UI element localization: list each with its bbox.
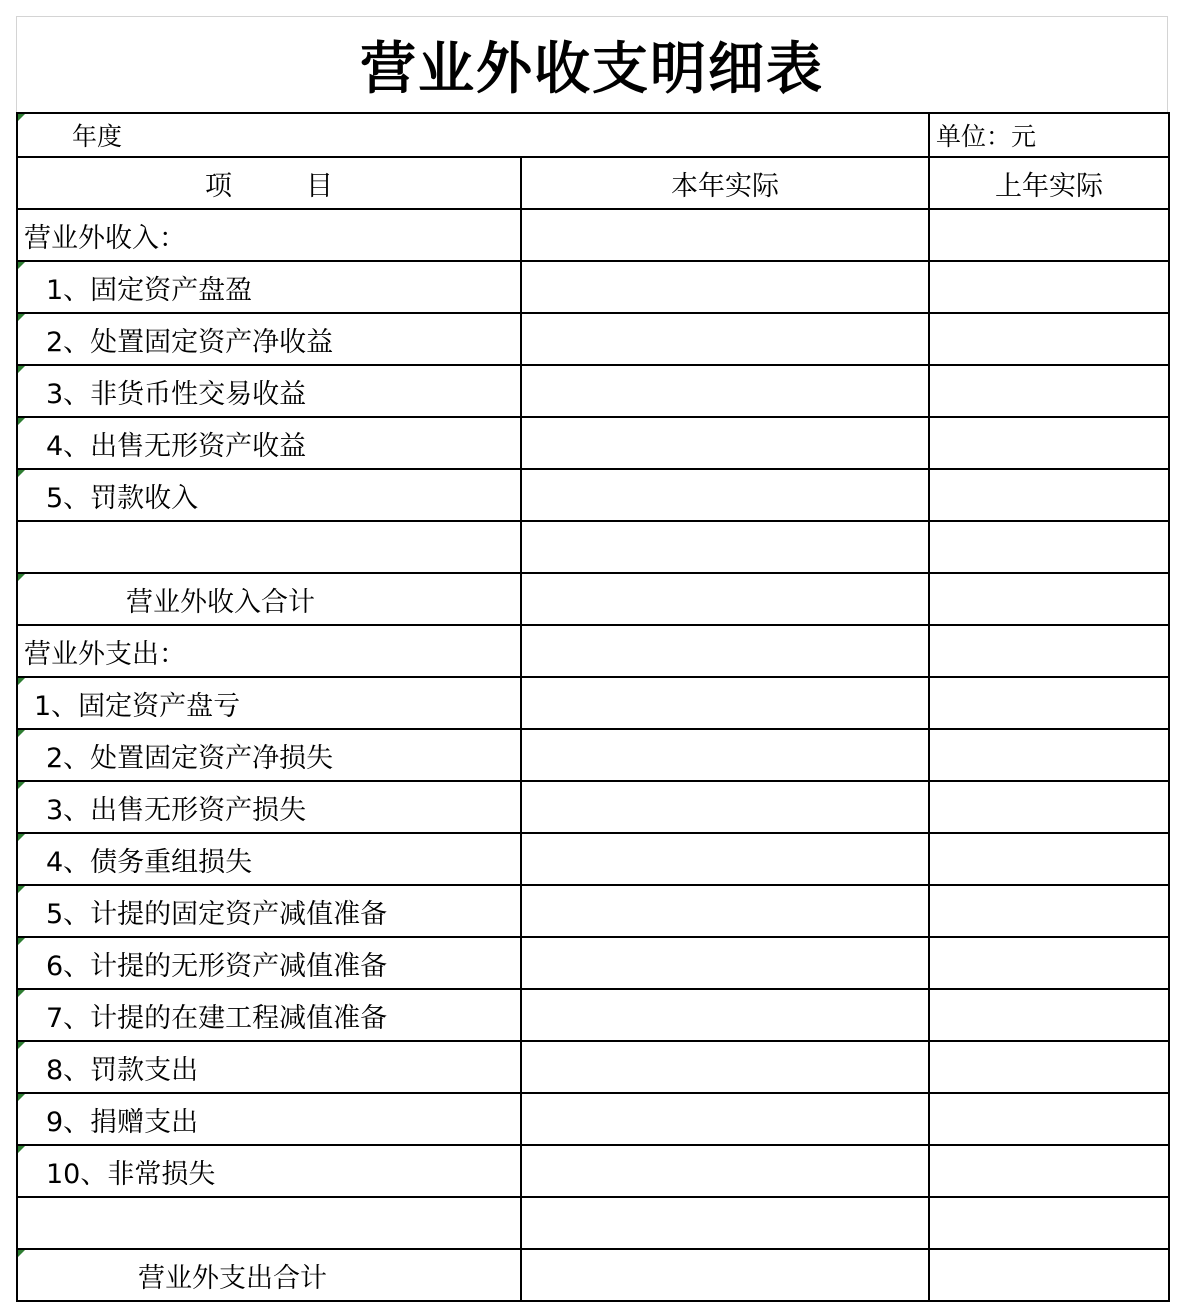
last-year-value-cell[interactable] <box>929 521 1169 573</box>
last-year-value-cell[interactable] <box>929 417 1169 469</box>
current-year-value-cell[interactable] <box>521 1249 929 1301</box>
meta-row <box>17 113 1169 157</box>
last-year-value-cell[interactable] <box>929 313 1169 365</box>
table-row <box>17 313 1169 365</box>
header-current-year-cell[interactable]: 本年实际 <box>521 157 929 209</box>
current-year-value-cell[interactable] <box>521 365 929 417</box>
current-year-value-cell[interactable] <box>521 885 929 937</box>
table-row <box>17 1197 1169 1249</box>
current-year-value-cell[interactable] <box>521 1145 929 1197</box>
item-label-cell[interactable]: 1、固定资产盘亏 <box>17 677 521 729</box>
item-label-cell[interactable]: 营业外收入： <box>17 209 521 261</box>
last-year-value-cell[interactable] <box>929 729 1169 781</box>
last-year-value-cell[interactable] <box>929 365 1169 417</box>
item-label-cell[interactable]: 5、罚款收入 <box>17 469 521 521</box>
detail-table <box>16 112 1170 1302</box>
current-year-value-cell[interactable] <box>521 209 929 261</box>
item-label-cell[interactable]: 7、计提的在建工程减值准备 <box>17 989 521 1041</box>
last-year-value-cell[interactable] <box>929 1093 1169 1145</box>
sheet-title[interactable]: 营业外收支明细表 <box>16 16 1168 112</box>
item-label-cell[interactable]: 4、出售无形资产收益 <box>17 417 521 469</box>
current-year-value-cell[interactable] <box>521 573 929 625</box>
current-year-value-cell[interactable] <box>521 261 929 313</box>
current-year-value-cell[interactable] <box>521 521 929 573</box>
item-label-cell[interactable]: 营业外收入合计 <box>17 573 521 625</box>
table-row <box>17 677 1169 729</box>
table-row <box>17 729 1169 781</box>
last-year-value-cell[interactable] <box>929 989 1169 1041</box>
item-label-cell[interactable]: 营业外支出： <box>17 625 521 677</box>
last-year-value-cell[interactable] <box>929 1249 1169 1301</box>
item-label-cell[interactable]: 3、非货币性交易收益 <box>17 365 521 417</box>
table-row <box>17 989 1169 1041</box>
table-row <box>17 573 1169 625</box>
current-year-value-cell[interactable] <box>521 469 929 521</box>
item-label-cell[interactable]: 3、出售无形资产损失 <box>17 781 521 833</box>
last-year-value-cell[interactable] <box>929 209 1169 261</box>
current-year-value-cell[interactable] <box>521 781 929 833</box>
last-year-value-cell[interactable] <box>929 469 1169 521</box>
table-row <box>17 885 1169 937</box>
last-year-value-cell[interactable] <box>929 677 1169 729</box>
current-year-value-cell[interactable] <box>521 989 929 1041</box>
header-item-cell[interactable] <box>17 157 521 209</box>
item-label-cell[interactable]: 2、处置固定资产净收益 <box>17 313 521 365</box>
item-label-cell[interactable]: 6、计提的无形资产减值准备 <box>17 937 521 989</box>
last-year-value-cell[interactable] <box>929 833 1169 885</box>
last-year-value-cell[interactable] <box>929 625 1169 677</box>
item-label-cell[interactable]: 4、债务重组损失 <box>17 833 521 885</box>
table-row <box>17 1249 1169 1301</box>
last-year-value-cell[interactable] <box>929 261 1169 313</box>
table-row <box>17 1093 1169 1145</box>
current-year-value-cell[interactable] <box>521 625 929 677</box>
year-cell[interactable]: 年度 <box>17 113 929 157</box>
header-item-a: 项 <box>205 170 232 202</box>
last-year-value-cell[interactable] <box>929 781 1169 833</box>
current-year-value-cell[interactable] <box>521 833 929 885</box>
item-label-cell[interactable]: 1、固定资产盘盈 <box>17 261 521 313</box>
table-row <box>17 469 1169 521</box>
table-row <box>17 781 1169 833</box>
table-row <box>17 1145 1169 1197</box>
current-year-value-cell[interactable] <box>521 1197 929 1249</box>
item-label-cell[interactable]: 2、处置固定资产净损失 <box>17 729 521 781</box>
item-label-cell[interactable] <box>17 1197 521 1249</box>
table-row <box>17 209 1169 261</box>
item-label-cell[interactable]: 5、计提的固定资产减值准备 <box>17 885 521 937</box>
last-year-value-cell[interactable] <box>929 937 1169 989</box>
table-row <box>17 625 1169 677</box>
header-last-year-cell[interactable]: 上年实际 <box>929 157 1169 209</box>
current-year-value-cell[interactable] <box>521 1041 929 1093</box>
table-row <box>17 1041 1169 1093</box>
header-row <box>17 157 1169 209</box>
item-label-cell[interactable]: 8、罚款支出 <box>17 1041 521 1093</box>
header-item-b: 目 <box>306 170 333 202</box>
last-year-value-cell[interactable] <box>929 1041 1169 1093</box>
table-row <box>17 365 1169 417</box>
table-row <box>17 937 1169 989</box>
table-row <box>17 261 1169 313</box>
current-year-value-cell[interactable] <box>521 937 929 989</box>
last-year-value-cell[interactable] <box>929 1197 1169 1249</box>
table-row <box>17 833 1169 885</box>
table-row <box>17 521 1169 573</box>
current-year-value-cell[interactable] <box>521 417 929 469</box>
table-row <box>17 417 1169 469</box>
item-label-cell[interactable] <box>17 521 521 573</box>
item-label-cell[interactable]: 9、捐赠支出 <box>17 1093 521 1145</box>
current-year-value-cell[interactable] <box>521 677 929 729</box>
item-label-cell[interactable]: 10、非常损失 <box>17 1145 521 1197</box>
unit-cell[interactable]: 单位：元 <box>929 113 1169 157</box>
spreadsheet <box>16 16 1168 1301</box>
item-label-cell[interactable]: 营业外支出合计 <box>17 1249 521 1301</box>
last-year-value-cell[interactable] <box>929 573 1169 625</box>
current-year-value-cell[interactable] <box>521 1093 929 1145</box>
current-year-value-cell[interactable] <box>521 729 929 781</box>
current-year-value-cell[interactable] <box>521 313 929 365</box>
last-year-value-cell[interactable] <box>929 885 1169 937</box>
last-year-value-cell[interactable] <box>929 1145 1169 1197</box>
